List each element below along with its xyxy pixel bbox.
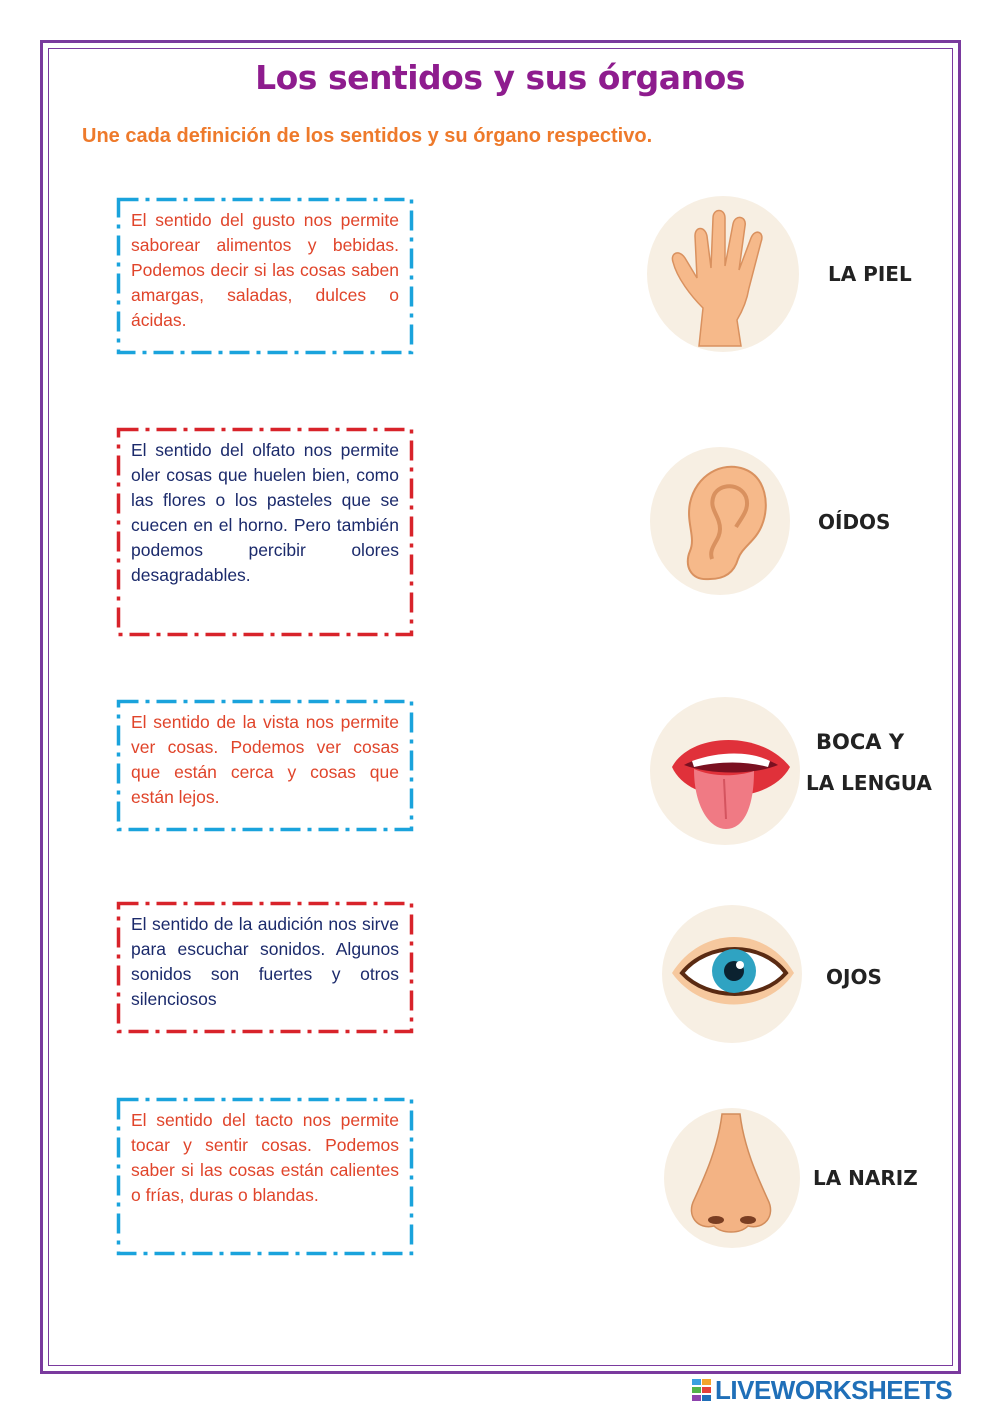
definition-text: El sentido del tacto nos permite tocar y sentir cosas. Podemos saber si las cosas están calientes o frías, duras o blandas. bbox=[131, 1110, 399, 1205]
eye-icon[interactable] bbox=[662, 905, 802, 1043]
instruction-text: Une cada definición de los sentidos y su órgano respectivo. bbox=[82, 125, 653, 147]
definition-card-smell[interactable] bbox=[117, 428, 413, 636]
organ-label-mouth-line2: LA LENGUA bbox=[806, 771, 932, 795]
definition-text: El sentido de la audición nos sirve para escuchar sonidos. Algunos sonidos son fuertes y otros silenciosos bbox=[131, 914, 399, 1009]
liveworksheets-logo-icon bbox=[692, 1379, 712, 1401]
brand-name: LIVEWORKSHEETS bbox=[715, 1374, 953, 1405]
definition-card-taste[interactable] bbox=[117, 198, 413, 354]
definition-card-sight[interactable] bbox=[117, 700, 413, 831]
organ-label-nose: LA NARIZ bbox=[813, 1166, 918, 1190]
ear-icon[interactable] bbox=[650, 447, 790, 595]
liveworksheets-brand[interactable] bbox=[692, 1376, 952, 1404]
organ-label-skin: LA PIEL bbox=[828, 262, 912, 286]
definition-text: El sentido de la vista nos permite ver cosas. Podemos ver cosas que están cerca y cosas que están lejos. bbox=[131, 712, 399, 807]
mouth-icon[interactable] bbox=[650, 697, 800, 845]
worksheet-title: Los sentidos y sus órganos bbox=[255, 58, 745, 97]
organ-label-ears: OÍDOS bbox=[818, 510, 891, 534]
nose-icon[interactable] bbox=[664, 1108, 800, 1248]
definition-card-touch[interactable] bbox=[117, 1098, 413, 1255]
definition-text: El sentido del olfato nos permite oler cosas que huelen bien, como las flores o los pasteles que se cuecen en el horno. Pero también podemos percibir olores desagradables. bbox=[131, 440, 399, 585]
hand-icon[interactable] bbox=[647, 196, 799, 352]
definition-text: El sentido del gusto nos permite saborear alimentos y bebidas. Podemos decir si las cosas saben amargas, saladas, dulces o ácidas. bbox=[131, 210, 399, 330]
organ-label-eyes: OJOS bbox=[826, 965, 882, 989]
organ-label-mouth-line1: BOCA Y bbox=[816, 730, 905, 754]
definition-card-hearing[interactable] bbox=[117, 902, 413, 1033]
